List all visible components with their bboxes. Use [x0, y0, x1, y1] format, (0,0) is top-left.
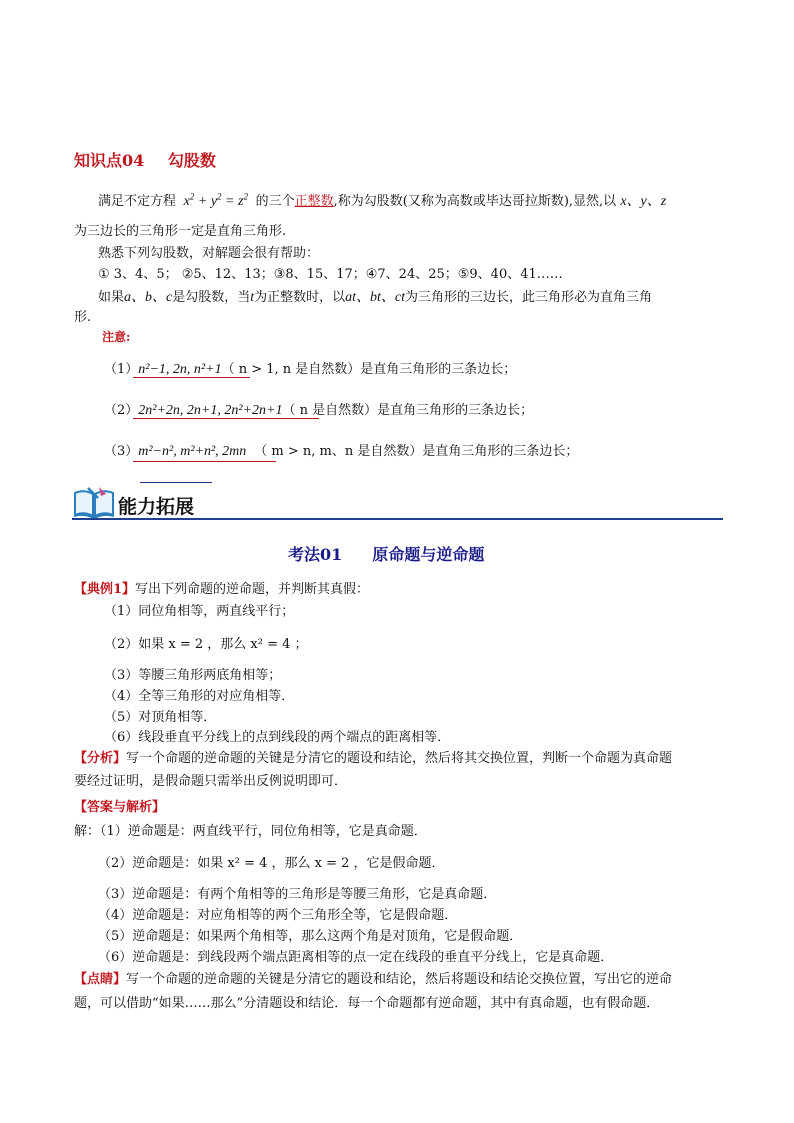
answer-line: （6）逆命题是：到线段两个端点距离相等的点一定在线段的垂直平分线上，它是真命题．: [98, 950, 614, 965]
equation-pythagorean: $x^2 + y^2 = z^2$: [180, 191, 248, 209]
section-number: 知识点04: [74, 151, 145, 170]
note-underline-3: [133, 461, 276, 462]
analysis-tag: 【分析】: [74, 751, 127, 766]
analysis-line-1: 【分析】写一个命题的逆命题的关键是分清它的题设和结论，然后将其交换位置，判断一个命题为真命题: [74, 751, 673, 766]
answer-line: （2）逆命题是：如果 x² = 4 ，那么 x = 2 ，它是假命题．: [98, 856, 445, 871]
example-item: （5）对顶角相等．: [104, 710, 217, 725]
banner-underline: [72, 518, 723, 520]
answer-line: （4）逆命题是：对应角相等的两个三角形全等，它是假命题．: [98, 908, 458, 923]
method-heading: [288, 542, 484, 565]
intro-line-2: 为三边长的三角形一定是直角三角形.: [74, 224, 287, 239]
intro-line-3: 熟悉下列勾股数，对解题会很有帮助：: [98, 246, 320, 261]
analysis-line-2: 要经过证明，是假命题只需举出反例说明即可．: [74, 774, 348, 789]
note-formula-2: 2n²+2n, 2n+1, 2n²+2n+1: [138, 403, 283, 418]
tip-line-1: 【点睛】写一个命题的逆命题的关键是分清它的题设和结论，然后将题设和结论交换位置，写出它的逆命: [74, 972, 673, 987]
example-item: （3）等腰三角形两底角相等；: [104, 668, 282, 683]
banner-title: 能力拓展: [118, 496, 195, 518]
method-label: 考法01: [288, 545, 343, 564]
intro-line-1: 满足不定方程 $x^2 + y^2 = z^2$ 的三个正整数,称为勾股数(又称为高数或毕达哥拉斯数),显然,以 x、y、z: [98, 191, 667, 209]
note-item-3: （3）m²−n², m²+n², 2mn （ m > n, m、n 是自然数）是直角三角形的三条边长；: [104, 444, 579, 459]
tip-tag: 【点睛】: [74, 972, 127, 987]
note-item-1: （1）n²−1, 2n, n²+1（ n > 1, n 是自然数）是直角三角形的三条边长；: [104, 362, 517, 377]
note-item-2: （2）2n²+2n, 2n+1, 2n²+2n+1（ n 是自然数）是直角三角形的三条边长；: [104, 403, 534, 418]
note-formula-3: m²−n², m²+n², 2mn: [138, 444, 247, 459]
note-underline-1: [133, 377, 250, 378]
intro-line-5: 如果a、b、c是勾股数，当t为正整数时，以at、bt、ct为三角形的三边长，此三角形必为直角三角: [98, 290, 653, 305]
example-item: （6）线段垂直平分线上的点到线段的两个端点的距离相等．: [104, 730, 451, 745]
example-item: （2）如果 x = 2 ，那么 x² = 4 ；: [104, 637, 308, 652]
note-underline-2: [133, 418, 319, 419]
answer-line: 解：（1）逆命题是：两直线平行，同位角相等，它是真命题．: [74, 824, 427, 839]
open-book-icon: [72, 485, 116, 521]
answer-line: （3）逆命题是：有两个角相等的三角形是等腰三角形，它是真命题．: [98, 887, 497, 902]
intro-line-6: 形.: [74, 310, 92, 325]
note-label: 注意:: [102, 330, 131, 344]
section-heading: [74, 148, 216, 171]
example-item: （4）全等三角形的对应角相等．: [104, 689, 295, 704]
note-formula-1: n²−1, 2n, n²+1: [138, 362, 222, 377]
section-title: 勾股数: [167, 151, 216, 170]
banner-top-line: [140, 482, 212, 483]
tip-line-2: 题，可以借助“如果……那么”分清题设和结论．每一个命题都有逆命题，其中有真命题，也有假命题．: [74, 996, 660, 1011]
positive-integer-link[interactable]: 正整数: [294, 194, 334, 209]
example-tag: 【典例1】: [74, 582, 136, 597]
intro-line-4: ① 3、4、5； ②5、12、13；③8、15、17；④7、24、25；⑤9、40、41……: [98, 267, 563, 282]
example-item: （1）同位角相等，两直线平行；: [104, 604, 295, 619]
method-title: 原命题与逆命题: [372, 545, 485, 564]
example-heading: 【典例1】写出下列命题的逆命题，并判断其真假：: [74, 582, 370, 597]
answer-line: （5）逆命题是：如果两个角相等，那么这两个角是对顶角，它是假命题．: [98, 929, 523, 944]
answer-tag: 【答案与解析】: [74, 800, 166, 815]
